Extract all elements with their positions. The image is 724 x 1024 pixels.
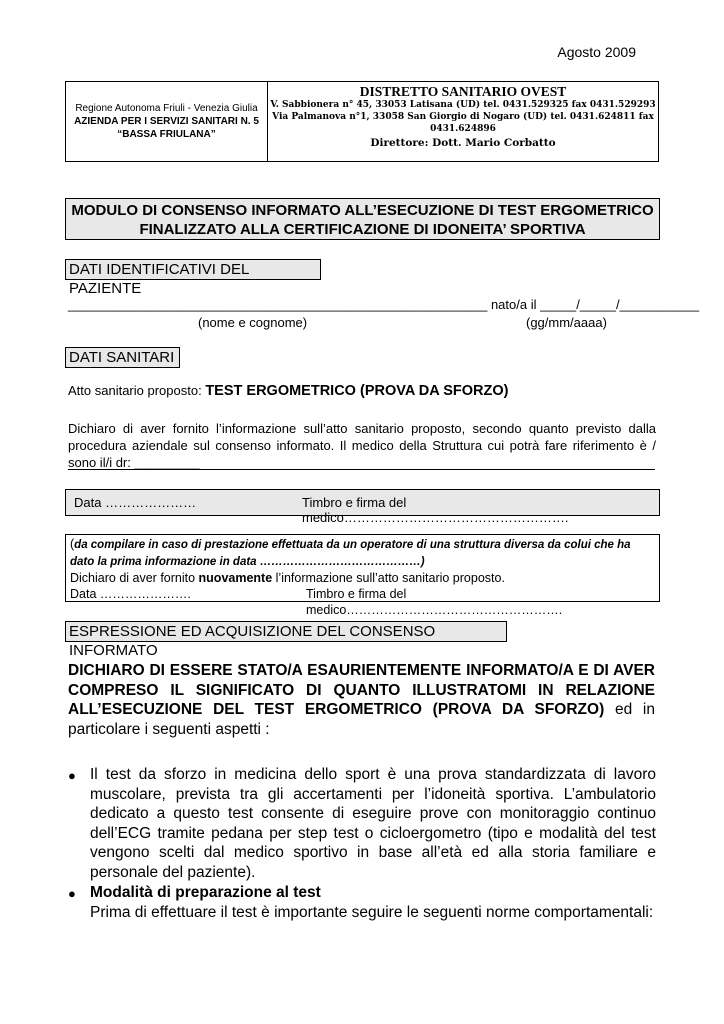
atto-value: TEST ERGOMETRICO (PROVA DA SFORZO) [205, 383, 509, 399]
timbro-field-2[interactable]: Timbro e firma del medico……………………………………………. [306, 587, 563, 617]
patient-name-dob-line[interactable]: __________________________________________________________ nato/a il _____/_____/___________ [68, 297, 700, 312]
declaration-paragraph [68, 661, 655, 739]
timbro-field-1[interactable]: Timbro e firma del medico……………………………………………. [302, 495, 569, 525]
declaration-bold: DICHIARO DI ESSERE STATO/A ESAURIENTEMENTE INFORMATO/A E DI AVER COMPRESO IL SIGNIFICATO DI QUANTO ILLUSTRATOMI IN RELAZIONE ALL’ESECUZIONE DEL TEST ERGOMETRICO (PROVA DA SFORZO) [68, 662, 655, 718]
bullet-text: Il test da sforzo in medicina dello sport è una prova standardizzata di lavoro muscolare, prevista tra gli accertamenti per l’idoneità sportiva. L’ambulatorio dedicato a questo test consente di eseguire prove con monitoraggio continuo dell’ECG tramite pedana per step test o cicloergometro (tipo e modalità del test vengono scelti dal medico sportivo in base all’età ed alla storia familiare e personale del paziente). [90, 766, 656, 881]
data-field-2[interactable]: Data …………………. [70, 587, 191, 601]
bullet-item-preparazione [68, 883, 656, 922]
form-title [65, 198, 660, 240]
dichiarazione-underline[interactable] [68, 469, 655, 470]
signature-box-1 [65, 489, 660, 525]
bullet-title: Modalità di preparazione al test [90, 884, 321, 901]
azienda-subname: “BASSA FRIULANA” [117, 129, 216, 140]
address-line-1: V. Sabbionera n° 45, 33053 Latisana (UD) tel. 0431.529325 fax 0431.529293 [270, 100, 656, 110]
date-caption: (gg/mm/aaaa) [526, 315, 607, 330]
box2-italic-note: da compilare in caso di prestazione effettuata da un operatore di una struttura diversa da colui che ha dato la prima informazione in data ……………………………………) [70, 539, 631, 568]
box2-dich-pre: Dichiaro di aver fornito [70, 571, 199, 585]
open-paren: ( [70, 537, 75, 551]
letterhead-left [66, 82, 268, 161]
section-sanitari-heading: DATI SANITARI [65, 347, 180, 368]
bullet-item-test [68, 765, 656, 882]
form-title-line-1: MODULO DI CONSENSO INFORMATO ALL’ESECUZIONE DI TEST ERGOMETRICO [71, 202, 654, 219]
atto-label: Atto sanitario proposto: [68, 383, 206, 398]
bullet-text [90, 883, 656, 922]
direttore: Direttore: Dott. Mario Corbatto [370, 137, 556, 149]
declaration-rest: ed in particolare i seguenti aspetti : [68, 701, 655, 738]
region-name: Regione Autonoma Friuli - Venezia Giulia [75, 103, 258, 114]
azienda-name: AZIENDA PER I SERVIZI SANITARI N. 5 [74, 116, 259, 127]
name-caption: (nome e cognome) [198, 315, 308, 330]
bullet-body: Prima di effettuare il test è importante seguire le seguenti norme comportamentali: [90, 903, 654, 921]
document-date: Agosto 2009 [557, 44, 636, 60]
distretto-name: DISTRETTO SANITARIO OVEST [359, 84, 567, 99]
section-patient-heading: DATI IDENTIFICATIVI DEL PAZIENTE [65, 259, 321, 280]
letterhead [65, 81, 659, 162]
form-title-line-2: FINALIZZATO ALLA CERTIFICAZIONE DI IDONEITA’ SPORTIVA [139, 221, 586, 238]
dichiarazione-medico: Dichiaro di aver fornito l’informazione sull’atto sanitario proposto, secondo quanto previsto dalla procedura aziendale sul consenso informato. Il medico della Struttura cui potrà fare riferimento è / sono il/i dr: _________ [68, 421, 656, 470]
atto-sanitario [68, 383, 508, 399]
bullet-icon: ● [68, 886, 76, 901]
bullet-icon: ● [68, 768, 76, 783]
address-line-2: Via Palmanova n°1, 33058 San Giorgio di Nogaro (UD) tel. 0431.624811 fax 0431.624896 [272, 112, 654, 134]
data-field-1[interactable]: Data ………………… [74, 495, 197, 510]
signature-box-2 [65, 534, 660, 617]
letterhead-right [268, 82, 658, 161]
box2-dich-post: l’informazione sull’atto sanitario proposto. [272, 571, 505, 585]
section-consenso-heading: ESPRESSIONE ED ACQUISIZIONE DEL CONSENSO INFORMATO [65, 621, 507, 642]
box2-dich-bold: nuovamente [198, 571, 273, 585]
